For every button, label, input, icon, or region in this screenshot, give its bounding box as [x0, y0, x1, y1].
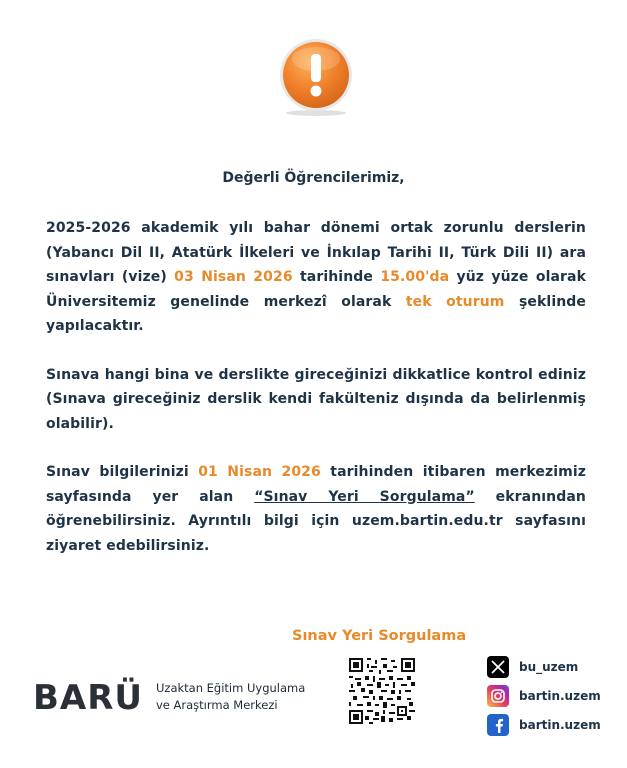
- exam-time: 15.00'da: [380, 269, 450, 285]
- x-handle: bu_uzem: [519, 660, 579, 674]
- social-facebook[interactable]: [487, 713, 607, 737]
- facebook-handle: bartin.uzem: [519, 718, 601, 732]
- center-name: [156, 680, 305, 714]
- text-segment: tarihinde: [292, 269, 381, 285]
- social-instagram[interactable]: [487, 684, 607, 708]
- social-x[interactable]: [487, 655, 607, 679]
- paragraph-classroom: Sınava hangi bina ve derslikte gireceğinizi dikkatlice kontrol ediniz (Sınava gireceğiniz derslik kendi fakülteniz dışında da belirlenmiş olabilir).: [46, 366, 586, 432]
- text-segment: 2025-2026 akademik yılı bahar dönemi ortak zorunlu derslerin (Yabancı Dil II, Atatürk İlkeleri ve İnkılap Tarihi II, Türk Dili II) ara sınavları (vize): [46, 220, 586, 285]
- qr-code[interactable]: [349, 658, 415, 724]
- text-segment: ekranından öğrenebilirsiniz. Ayrıntılı bilgi için uzem.bartin.edu.tr sayfasını ziyaret edebilirsiniz.: [46, 488, 586, 554]
- exam-location-query-link[interactable]: “Sınav Yeri Sorgulama”: [254, 488, 475, 505]
- paragraph-info: [46, 460, 586, 558]
- announcement-body: [46, 216, 586, 582]
- exam-date: 03 Nisan 2026: [174, 269, 293, 285]
- text-segment: Sınav bilgilerinizi: [46, 464, 199, 480]
- text-segment: yüz yüze olarak Üniversitemiz genelinde merkezî olarak: [46, 269, 586, 310]
- facebook-icon: [487, 714, 509, 736]
- qr-title: Sınav Yeri Sorgulama: [292, 628, 467, 644]
- x-icon: [487, 656, 509, 678]
- instagram-handle: bartin.uzem: [519, 689, 601, 703]
- paragraph-exam-date: [46, 216, 586, 339]
- center-name-line2: ve Araştırma Merkezi: [156, 698, 278, 712]
- text-segment: şeklinde yapılacaktır.: [46, 293, 586, 334]
- greeting: Değerli Öğrencilerimiz,: [222, 170, 405, 186]
- warning-icon: [276, 37, 356, 117]
- text-segment: tarihinden itibaren merkezimiz sayfasında yer alan: [46, 464, 586, 505]
- info-date: 01 Nisan 2026: [198, 464, 321, 480]
- svg-text:BARÜ: BARÜ: [33, 678, 144, 716]
- session-type: tek oturum: [405, 293, 505, 310]
- baru-logo: [33, 676, 153, 716]
- center-name-line1: Uzaktan Eğitim Uygulama: [156, 681, 306, 695]
- instagram-icon: [487, 685, 509, 707]
